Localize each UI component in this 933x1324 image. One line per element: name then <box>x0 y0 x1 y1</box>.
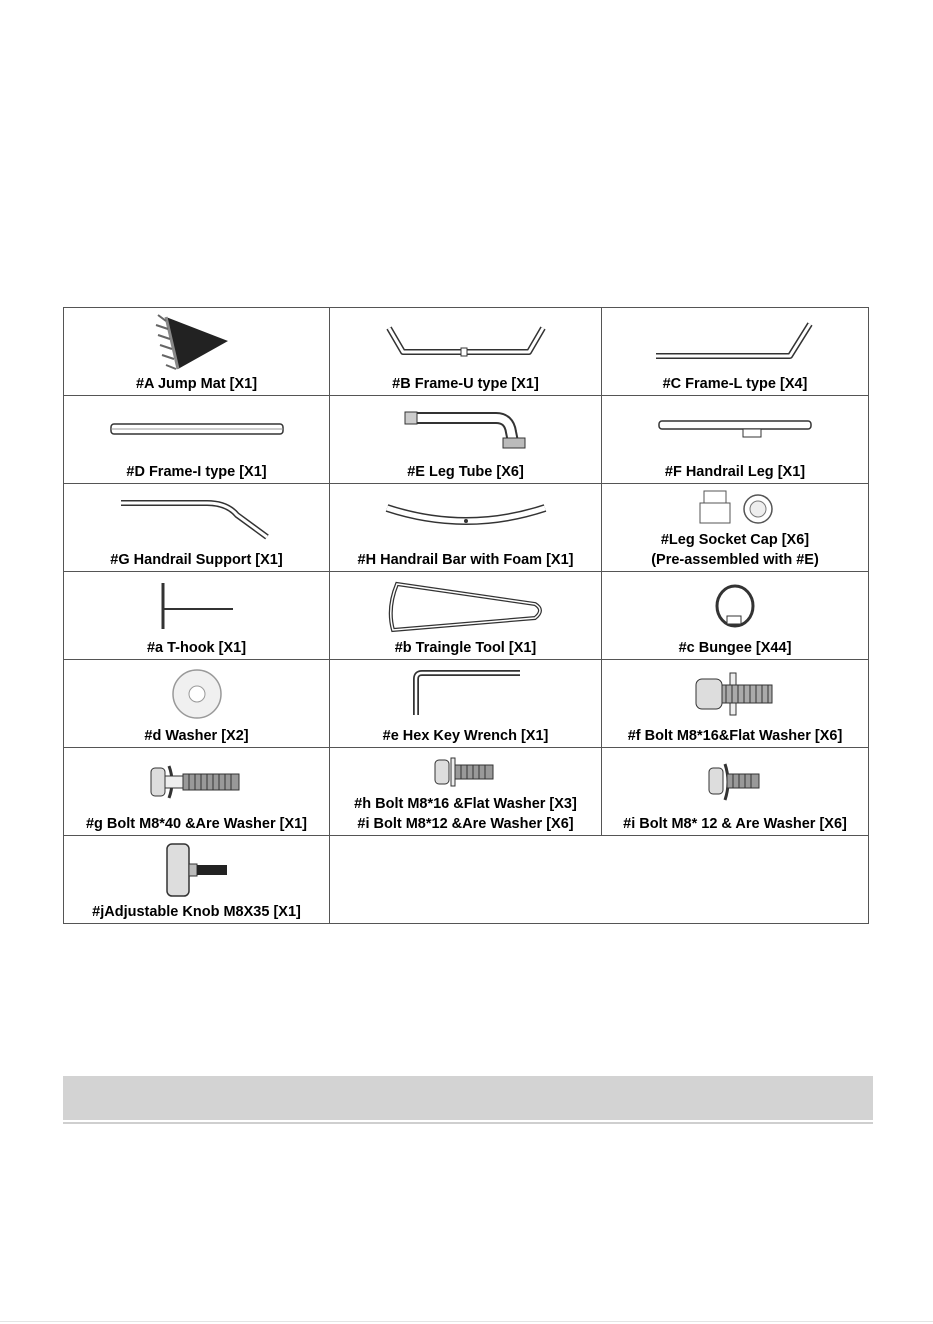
part-cell-h <box>330 748 602 836</box>
part-cell-c <box>602 572 869 660</box>
part-label-H: #H Handrail Bar with Foam [X1] <box>357 552 574 568</box>
part-label-e: #e Hex Key Wrench [X1] <box>382 728 549 744</box>
page-bottom-line <box>0 1321 933 1322</box>
part-cell-d <box>64 660 330 748</box>
part-label-cap: #Leg Socket Cap [X6] <box>660 532 810 548</box>
part-label-F: #F Handrail Leg [X1] <box>664 464 806 480</box>
part-label-f: #f Bolt M8*16&Flat Washer [X6] <box>627 728 843 744</box>
part-cell-f <box>602 660 869 748</box>
part-cell-D <box>64 396 330 484</box>
frame-l-icon <box>650 318 820 366</box>
part-label-j: #jAdjustable Knob M8X35 [X1] <box>92 904 301 920</box>
part-label-a: #a T-hook [X1] <box>146 640 247 656</box>
part-cell-B <box>330 308 602 396</box>
part-cell-e <box>330 660 602 748</box>
part-label-A: #A Jump Mat [X1] <box>135 376 258 392</box>
part-cell-b <box>330 572 602 660</box>
bolt-flat-washer-icon <box>690 669 780 719</box>
adjustable-knob-icon <box>157 840 237 900</box>
part-label-d: #d Washer [X2] <box>144 728 249 744</box>
part-cell-a <box>64 572 330 660</box>
leg-tube-icon <box>401 408 531 452</box>
frame-u-icon <box>381 322 551 362</box>
part-label-c: #c Bungee [X44] <box>678 640 792 656</box>
parts-list-table <box>63 307 869 924</box>
part-cell-H <box>330 484 602 572</box>
washer-icon <box>164 666 230 722</box>
jump-mat-icon <box>152 311 242 373</box>
triangle-tool-icon <box>381 578 551 634</box>
handrail-bar-icon <box>381 500 551 536</box>
part-cell-cap <box>602 484 869 572</box>
bungee-icon <box>705 580 765 632</box>
part-label-h: #h Bolt M8*16 &Flat Washer [X3] <box>354 796 577 812</box>
part-label-b: #b Traingle Tool [X1] <box>394 640 537 656</box>
part-label-C: #C Frame-L type [X4] <box>662 376 808 392</box>
part-cell-C <box>602 308 869 396</box>
leg-socket-cap-icon <box>690 489 780 527</box>
hex-key-icon <box>406 669 526 719</box>
part-cell-g <box>64 748 330 836</box>
part-cell-F <box>602 396 869 484</box>
handrail-support-icon <box>117 495 277 541</box>
part-label-D: #D Frame-I type [X1] <box>126 464 267 480</box>
part-label-E: #E Leg Tube [X6] <box>407 464 524 480</box>
section-header-bar <box>63 1076 873 1120</box>
frame-i-icon <box>107 420 287 440</box>
part-cell-A <box>64 308 330 396</box>
part-label-i-alt: #i Bolt M8*12 &Are Washer [X6] <box>357 816 574 832</box>
handrail-leg-icon <box>655 417 815 443</box>
part-label-B: #B Frame-U type [X1] <box>392 376 539 392</box>
part-cell-j <box>64 836 330 924</box>
t-hook-icon <box>137 579 257 633</box>
part-label-i: #i Bolt M8* 12 & Are Washer [X6] <box>623 816 847 832</box>
bolt-short-icon <box>431 756 501 788</box>
part-cell-G <box>64 484 330 572</box>
part-label-cap-note: (Pre-assembled with #E) <box>651 552 819 568</box>
part-label-g: #g Bolt M8*40 &Are Washer [X1] <box>85 816 308 832</box>
bolt-arc-washer-icon <box>705 760 765 804</box>
part-label-G: #G Handrail Support [X1] <box>110 552 283 568</box>
part-cell-E <box>330 396 602 484</box>
part-cell-i <box>602 748 869 836</box>
section-divider <box>63 1122 873 1124</box>
bolt-long-icon <box>147 762 247 802</box>
empty-cell <box>330 836 869 924</box>
